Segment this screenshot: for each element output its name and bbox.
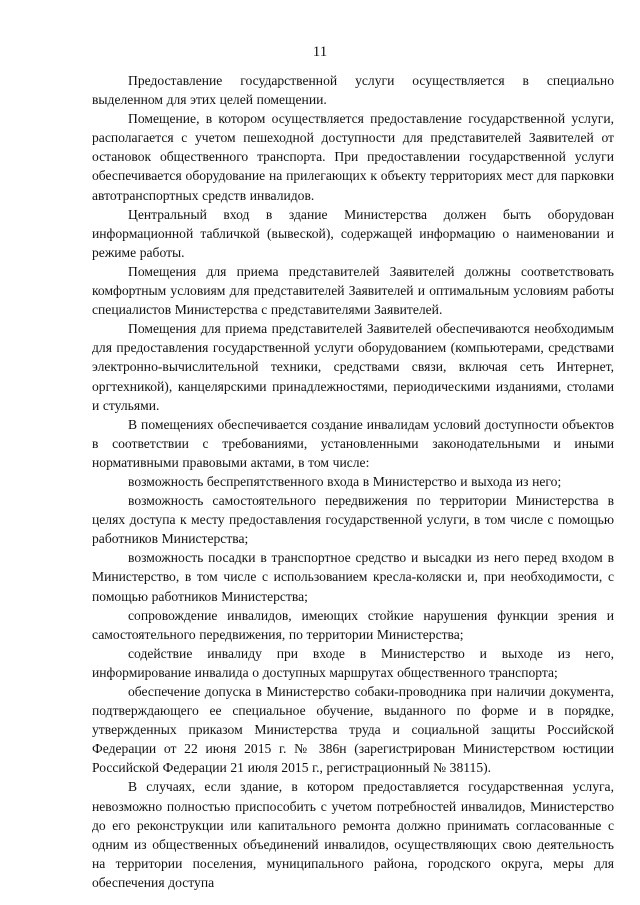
paragraph-equipment: Помещения для приема представителей Заявителей обеспечиваются необходимым для предоставления государственной услуги оборудованием (компьютерами, средствами электронно-вычислительной техники, средствами связи, включая сеть Интернет, оргтехникой), канцелярскими принадлежностями, периодическими изданиями, столами и стульями. [92, 321, 614, 413]
paragraph-entrance-sign: Центральный вход в здание Министерства должен быть оборудован информационной табличкой (вывеской), содержащей информацию о наименовании и режиме работы. [92, 206, 614, 260]
list-item-movement: возможность самостоятельного передвижения по территории Министерства в целях доступа к месту предоставления государственной услуги, в том числе с помощью работников Министерства; [92, 493, 614, 547]
paragraph-location: Помещение, в котором осуществляется предоставление государственной услуги, располагается с учетом пешеходной доступности для представителей Заявителей от остановок общественного транспорта. При предоставлении государственной услуги обеспечивается оборудование на прилегающих к объекту территориях мест для парковки автотранспортных средств инвалидов. [92, 111, 614, 203]
paragraph-premises: Предоставление государственной услуги осуществляется в специально выделенном для этих целей помещении. [92, 73, 614, 108]
list-item-transport: возможность посадки в транспортное средство и высадки из него перед входом в Министерство, в том числе с использованием кресла-коляски и, при необходимости, с помощью работников Министерства; [92, 550, 614, 604]
list-item-entry: возможность беспрепятственного входа в Министерство и выхода из него; [128, 473, 562, 489]
paragraph-reception-rooms: Помещения для приема представителей Заявителей должны соответствовать комфортным условиям для представителей Заявителей и оптимальным условиям работы специалистов Министерства с представителями Заявителей. [92, 263, 614, 318]
paragraph-building-adaptation: В случаях, если здание, в котором предоставляется государственная услуга, невозможно полностью приспособить с учетом потребностей инвалидов, Министерство до его реконструкции или капитального ремонта должно принимать согласованные с одним из общественных объединений инвалидов, осуществляющих свою деятельность на территории поселения, муниципального района, городского округа, меры для обеспечения доступа [92, 779, 614, 890]
list-item-escort: сопровождение инвалидов, имеющих стойкие нарушения функции зрения и самостоятельного передвижения, по территории Министерства; [92, 607, 614, 642]
list-item-assistance: содействие инвалиду при входе в Министерство и выходе из него, информирование инвалида о доступных маршрутах общественного транспорта; [92, 645, 614, 680]
page-number: 11 [312, 44, 328, 60]
paragraph-accessibility: В помещениях обеспечивается создание инвалидам условий доступности объектов в соответствии с требованиями, установленными законодательными и иными нормативными правовыми актами, в том числе: [92, 416, 614, 470]
list-item-guide-dog: обеспечение допуска в Министерство собаки-проводника при наличии документа, подтверждающего ее специальное обучение, выданного по форме и в порядке, утвержденных приказом Министерства труда и социальной защиты Российской Федерации от 22 июня 2015 г. № 386н (зарегистрирован Министерством юстиции Российской Федерации 21 июля 2015 г., регистрационный № 38115). [92, 684, 614, 776]
document-body [92, 71, 614, 892]
